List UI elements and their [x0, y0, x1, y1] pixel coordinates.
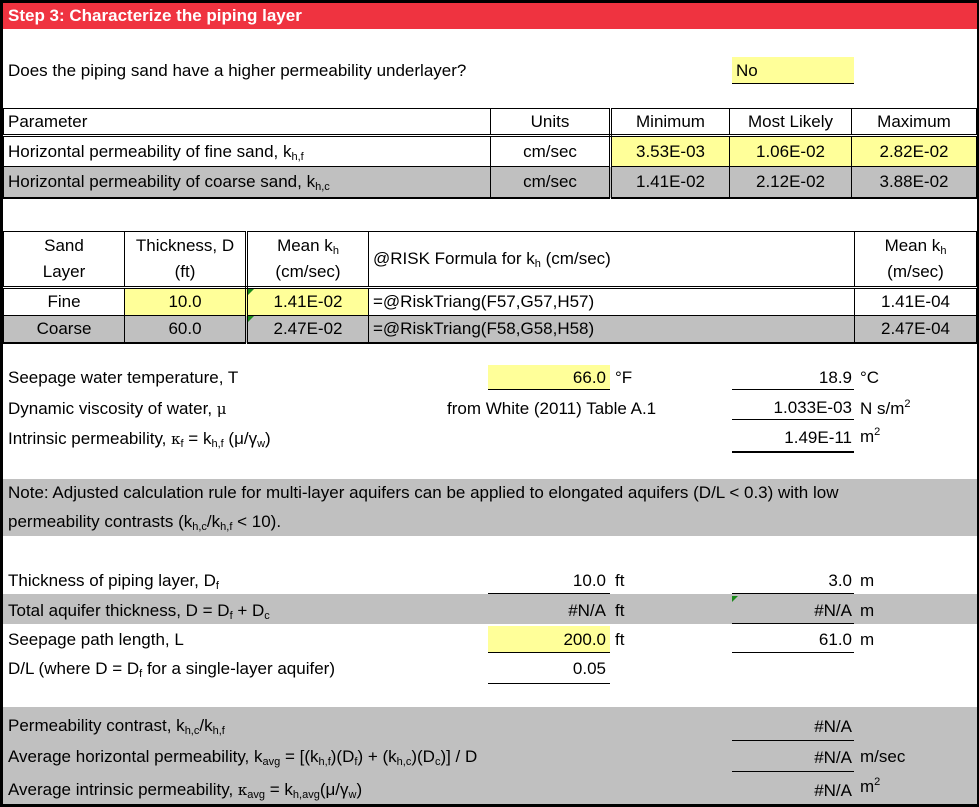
label-text: D/L (where D = D	[8, 659, 140, 678]
subscript: h,f	[212, 725, 225, 737]
note-text: permeability contrasts (k	[8, 512, 193, 531]
fine-mean-kh-cell[interactable]: 1.41E-02	[247, 288, 369, 316]
header-mean-kh-cm	[247, 232, 369, 288]
kappa-symbol: κ	[237, 781, 248, 799]
subscript: c	[264, 610, 270, 622]
header-parameter: Parameter	[4, 109, 491, 136]
underlayer-answer-cell[interactable]: No	[732, 57, 854, 84]
piping-thickness-ft-cell[interactable]: 10.0	[488, 567, 610, 594]
param-coarse-sand	[4, 167, 491, 198]
fine-most-likely-cell[interactable]: 1.06E-02	[730, 136, 852, 167]
coarse-thickness-cell[interactable]: 60.0	[125, 316, 247, 344]
subscript: f	[139, 668, 143, 680]
header-text: Mean k	[884, 236, 941, 255]
layer-name-cell: Fine	[4, 288, 125, 316]
label-text: Permeability contrast, k	[8, 716, 185, 735]
label-text: = k	[265, 780, 293, 799]
unit-m: m	[860, 630, 875, 649]
header-line: (cm/sec)	[275, 262, 341, 281]
header-line: Layer	[42, 262, 86, 281]
coarse-min-cell[interactable]: 1.41E-02	[611, 167, 730, 198]
note-line-2	[8, 511, 281, 533]
label-text: )(D	[330, 747, 355, 766]
header-line: (m/sec)	[887, 262, 944, 281]
header-maximum: Maximum	[852, 109, 977, 136]
label-text: (μ/γ	[223, 429, 258, 448]
header-subscript: h	[940, 245, 947, 257]
total-thickness-label	[8, 600, 270, 622]
fine-thickness-cell[interactable]: 10.0	[125, 288, 247, 316]
subscript: h,c	[396, 756, 412, 768]
subscript: f	[180, 438, 184, 450]
note-text: < 10).	[232, 512, 282, 531]
coarse-max-cell[interactable]: 3.88E-02	[852, 167, 977, 198]
temperature-label: Seepage water temperature, T	[8, 368, 239, 387]
subscript: h,c	[184, 725, 200, 737]
layer-name-cell: Coarse	[4, 316, 125, 344]
param-subscript: h,c	[315, 180, 330, 193]
temperature-c-unit: °C	[860, 368, 880, 387]
label-text: Average horizontal permeability, k	[8, 747, 263, 766]
label-text: )(D	[411, 747, 435, 766]
note-text: /k	[206, 512, 221, 531]
units-cell: cm/sec	[491, 136, 611, 167]
header-most-likely: Most Likely	[730, 109, 852, 136]
section-title: Step 3: Characterize the piping layer	[3, 3, 977, 29]
permeability-table	[3, 108, 977, 199]
param-label: Horizontal permeability of coarse sand, k	[8, 171, 316, 191]
header-line	[252, 233, 364, 259]
avg-intrinsic-cell[interactable]: #N/A	[814, 781, 852, 800]
intrinsic-permeability-unit	[860, 426, 880, 448]
label-text: )	[356, 780, 363, 799]
fine-formula-cell[interactable]: =@RiskTriang(F57,G57,H57)	[369, 288, 855, 316]
unit-text: N s/m	[860, 399, 905, 418]
fine-mean-kh-m-cell[interactable]: 1.41E-04	[855, 288, 977, 316]
subscript: h,f	[211, 438, 224, 450]
header-sand-layer	[4, 232, 125, 288]
unit-m: m	[860, 601, 875, 620]
mu-symbol: μ	[216, 400, 227, 418]
label-text: (μ/γ	[319, 780, 349, 799]
table-row	[4, 136, 977, 167]
subscript: w	[257, 438, 266, 450]
subscript: h,c	[192, 521, 207, 533]
unit-text: m	[860, 777, 875, 796]
seepage-length-label: Seepage path length, L	[8, 630, 184, 649]
param-label: Horizontal permeability of fine sand, k	[8, 141, 292, 161]
subscript: avg	[247, 789, 266, 801]
header-line: Sand	[44, 236, 84, 255]
coarse-formula-cell[interactable]: =@RiskTriang(F58,G58,H58)	[369, 316, 855, 344]
header-subscript: h	[332, 245, 339, 257]
note-box	[3, 479, 977, 536]
param-fine-sand	[4, 136, 491, 167]
avg-intrinsic-unit	[860, 776, 880, 798]
viscosity-source: from White (2011) Table A.1	[447, 399, 657, 418]
param-subscript: h,f	[291, 150, 304, 163]
label-text: Total aquifer thickness, D = D	[8, 601, 230, 620]
header-formula	[369, 232, 855, 288]
unit-superscript: 2	[874, 426, 881, 438]
header-minimum: Minimum	[611, 109, 730, 136]
avg-kh-cell[interactable]: #N/A	[732, 743, 854, 772]
label-text: )	[265, 429, 271, 448]
total-thickness-ft-cell[interactable]: #N/A	[568, 601, 606, 620]
label-text: Intrinsic permeability,	[8, 429, 172, 448]
unit-text: m	[860, 427, 875, 446]
seepage-length-ft-cell[interactable]: 200.0	[488, 626, 610, 653]
piping-thickness-label	[8, 570, 219, 592]
table-row	[4, 288, 977, 316]
label-text: = k	[183, 429, 212, 448]
d-over-l-label	[8, 658, 335, 680]
label-text: ) + (k	[357, 747, 397, 766]
subscript: avg	[262, 756, 281, 768]
kappa-symbol: κ	[171, 430, 181, 448]
subscript: h,f	[220, 521, 233, 533]
subscript: c	[434, 756, 441, 768]
temperature-c-cell[interactable]: 18.9	[732, 365, 854, 390]
spreadsheet-sheet	[3, 3, 977, 804]
fine-max-cell[interactable]: 2.82E-02	[852, 136, 977, 167]
label-text: Average intrinsic permeability,	[8, 780, 238, 799]
subscript: f	[354, 756, 358, 768]
underlayer-question: Does the piping sand have a higher permeability underlayer?	[8, 61, 467, 80]
note-line-1: Note: Adjusted calculation rule for multi-layer aquifers can be applied to elongated aquifers (D/L < 0.3) with low	[8, 483, 839, 502]
header-subscript: h	[534, 258, 541, 270]
avg-kh-unit: m/sec	[860, 747, 906, 766]
units-cell: cm/sec	[491, 167, 611, 198]
subscript: h,avg	[292, 789, 320, 801]
coarse-most-likely-cell[interactable]: 2.12E-02	[730, 167, 852, 198]
d-over-l-cell[interactable]: 0.05	[488, 655, 610, 684]
subscript: h,f	[318, 756, 331, 768]
fine-min-cell[interactable]: 3.53E-03	[611, 136, 730, 167]
sand-layer-table	[3, 231, 977, 344]
avg-kh-label	[8, 746, 477, 768]
intrinsic-permeability-cell[interactable]: 1.49E-11	[732, 424, 854, 453]
unit-superscript: 2	[874, 776, 881, 788]
seepage-length-m-cell[interactable]: 61.0	[732, 626, 854, 653]
viscosity-unit	[860, 398, 911, 420]
subscript: f	[215, 580, 219, 592]
header-line: (ft)	[174, 262, 196, 281]
subscript: f	[229, 610, 233, 622]
unit-superscript: 2	[904, 398, 911, 410]
intrinsic-permeability-label	[8, 428, 271, 450]
temperature-f-unit: °F	[615, 368, 633, 387]
unit-ft: ft	[615, 601, 625, 620]
avg-intrinsic-label	[8, 779, 362, 801]
header-text: @RISK Formula for k	[373, 249, 535, 268]
table-row	[4, 316, 977, 344]
permeability-contrast-cell[interactable]: #N/A	[732, 712, 854, 741]
label-text: + D	[232, 601, 265, 620]
unit-m: m	[860, 571, 875, 590]
label-text: for a single-layer aquifer)	[142, 659, 335, 678]
header-text: Mean k	[277, 236, 333, 255]
subscript: w	[348, 789, 357, 801]
piping-thickness-m-cell[interactable]: 3.0	[732, 567, 854, 594]
header-text: (cm/sec)	[540, 249, 611, 268]
header-line: Thickness, D	[135, 236, 235, 255]
header-line	[859, 233, 972, 259]
label-text: Thickness of piping layer, D	[8, 571, 216, 590]
label-text: )] / D	[440, 747, 478, 766]
coarse-mean-kh-m-cell[interactable]: 2.47E-04	[855, 316, 977, 344]
coarse-mean-kh-cell[interactable]: 2.47E-02	[247, 316, 369, 344]
viscosity-cell[interactable]: 1.033E-03	[732, 395, 854, 420]
table-row	[4, 167, 977, 198]
label-text: Dynamic viscosity of water,	[8, 399, 217, 418]
label-text: = [(k	[280, 747, 319, 766]
temperature-f-cell[interactable]: 66.0	[488, 365, 610, 390]
permeability-contrast-label	[8, 715, 225, 737]
label-text: /k	[199, 716, 213, 735]
total-thickness-m-cell[interactable]: #N/A	[732, 596, 854, 624]
header-mean-kh-m	[855, 232, 977, 288]
header-units: Units	[491, 109, 611, 136]
header-thickness	[125, 232, 247, 288]
viscosity-label	[8, 398, 227, 420]
unit-ft: ft	[615, 571, 625, 590]
unit-ft: ft	[615, 630, 625, 649]
